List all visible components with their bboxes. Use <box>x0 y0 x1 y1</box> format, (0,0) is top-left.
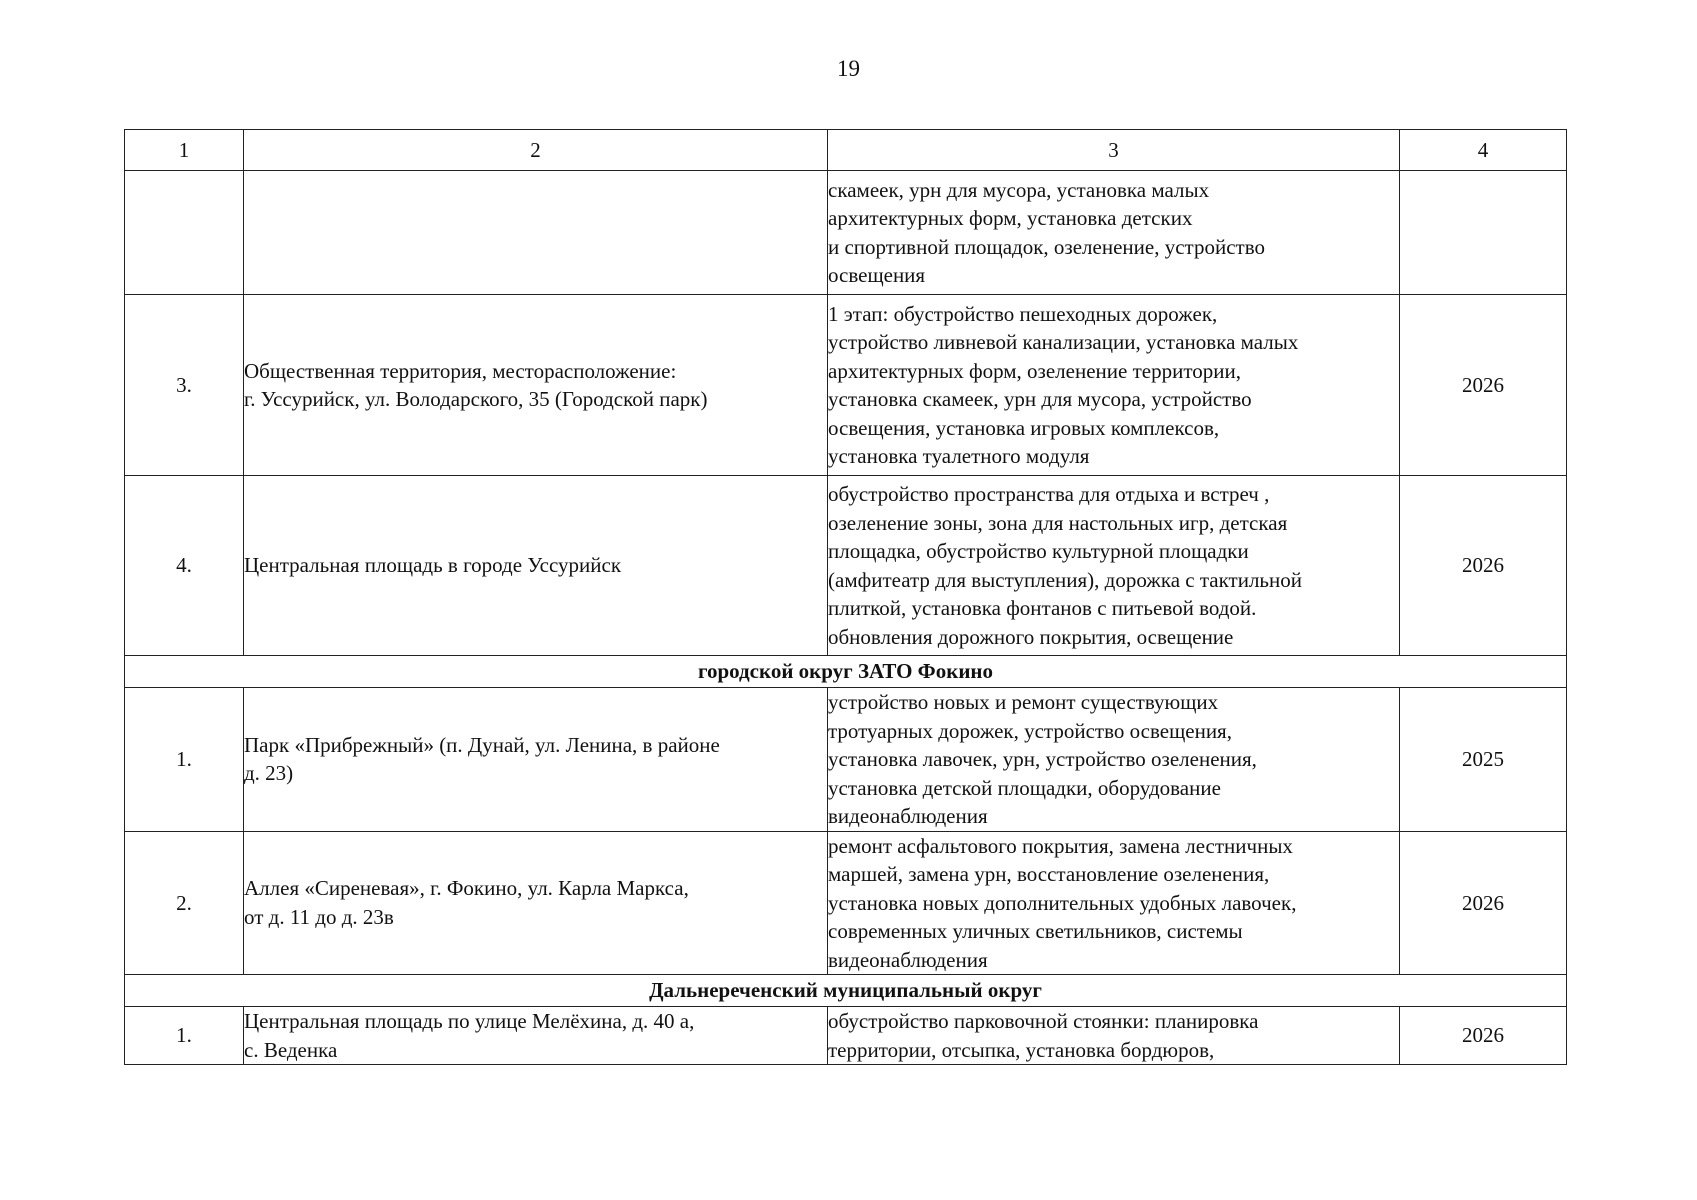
header-cell-1: 1 <box>125 130 244 171</box>
header-cell-3: 3 <box>828 130 1400 171</box>
row-number <box>125 171 244 295</box>
row-number: 1. <box>125 688 244 832</box>
table-row <box>125 171 1567 295</box>
year-cell: 2026 <box>1400 476 1567 656</box>
year-cell <box>1400 171 1567 295</box>
territory-cell: Центральная площадь по улице Мелёхина, д. 40 а, с. Веденка <box>244 1007 828 1065</box>
section-title: городской округ ЗАТО Фокино <box>125 656 1567 688</box>
works-cell: 1 этап: обустройство пешеходных дорожек, устройство ливневой канализации, установка малых архитектурных форм, озеленение территории, установка скамеек, урн для мусора, устройство освещения, установка игровых комплексов, установка туалетного модуля <box>828 295 1400 476</box>
works-table <box>124 129 1567 1065</box>
territory-cell <box>244 171 828 295</box>
table-header-row <box>125 130 1567 171</box>
year-cell: 2026 <box>1400 1007 1567 1065</box>
table-row <box>125 476 1567 656</box>
table-row <box>125 1007 1567 1065</box>
section-title: Дальнереченский муниципальный округ <box>125 975 1567 1007</box>
header-cell-2: 2 <box>244 130 828 171</box>
table-row <box>125 831 1567 975</box>
row-number: 1. <box>125 1007 244 1065</box>
territory-cell: Общественная территория, месторасположение: г. Уссурийск, ул. Володарского, 35 (Городской парк) <box>244 295 828 476</box>
row-number: 3. <box>125 295 244 476</box>
section-row <box>125 656 1567 688</box>
section-row <box>125 975 1567 1007</box>
row-number: 2. <box>125 831 244 975</box>
works-cell: устройство новых и ремонт существующих тротуарных дорожек, устройство освещения, установка лавочек, урн, устройство озеленения, установка детской площадки, оборудование видеонаблюдения <box>828 688 1400 832</box>
works-cell: скамеек, урн для мусора, установка малых архитектурных форм, установка детских и спортивной площадок, озеленение, устройство освещения <box>828 171 1400 295</box>
year-cell: 2026 <box>1400 295 1567 476</box>
territory-cell: Парк «Прибрежный» (п. Дунай, ул. Ленина, в районе д. 23) <box>244 688 828 832</box>
works-cell: обустройство парковочной стоянки: планировка территории, отсыпка, установка бордюров, <box>828 1007 1400 1065</box>
year-cell: 2025 <box>1400 688 1567 832</box>
table-row <box>125 688 1567 832</box>
works-cell: обустройство пространства для отдыха и встреч , озеленение зоны, зона для настольных игр, детская площадка, обустройство культурной площадки (амфитеатр для выступления), дорожка с тактильной плиткой, установка фонтанов с питьевой водой. обновления дорожного покрытия, освещение <box>828 476 1400 656</box>
territory-cell: Аллея «Сиреневая», г. Фокино, ул. Карла Маркса, от д. 11 до д. 23в <box>244 831 828 975</box>
page-number: 19 <box>837 56 860 81</box>
header-cell-4: 4 <box>1400 130 1567 171</box>
row-number: 4. <box>125 476 244 656</box>
works-cell: ремонт асфальтового покрытия, замена лестничных маршей, замена урн, восстановление озеленения, установка новых дополнительных удобных лавочек, современных уличных светильников, системы видеонаблюдения <box>828 831 1400 975</box>
territory-cell: Центральная площадь в городе Уссурийск <box>244 476 828 656</box>
table-row <box>125 295 1567 476</box>
year-cell: 2026 <box>1400 831 1567 975</box>
